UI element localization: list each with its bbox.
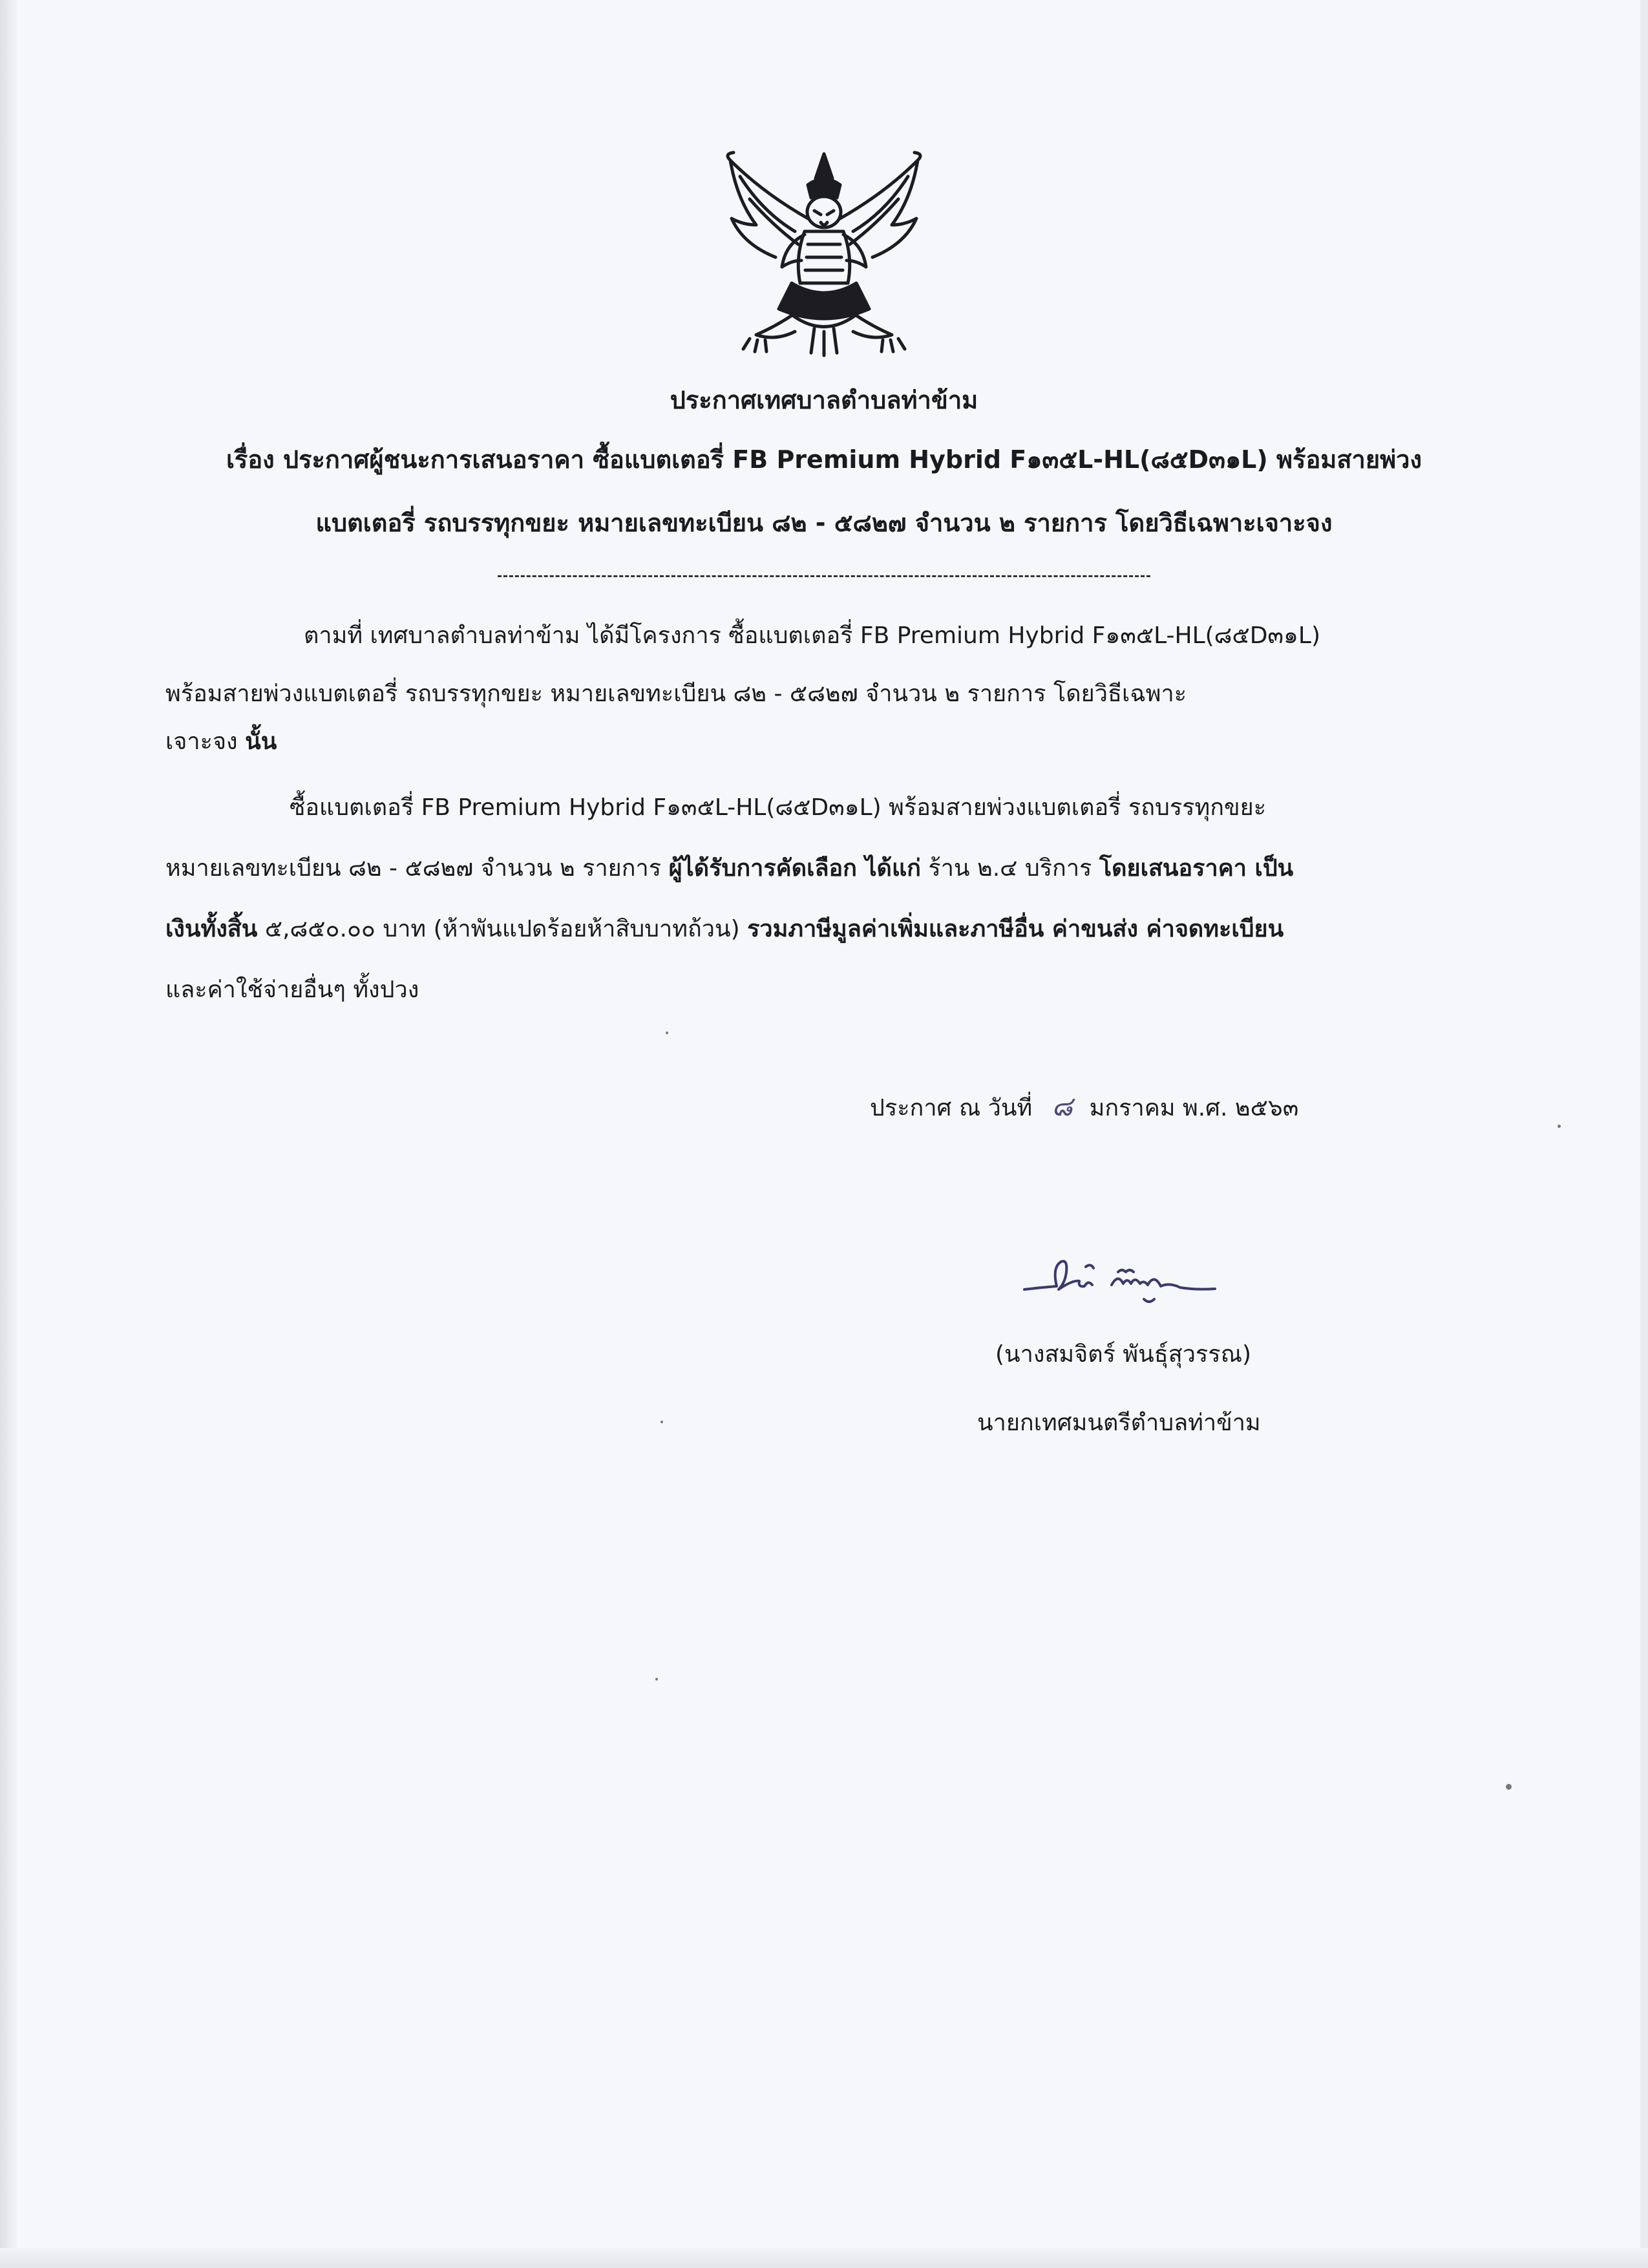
para1-text-a: ตามที่ เทศบาลตำบลท่าข้าม <box>304 622 587 649</box>
date-prefix: ประกาศ ณ วันที่ <box>870 1095 1033 1121</box>
para1-text-c: เจาะจง <box>165 728 246 755</box>
para2-text-a: หมายเลขทะเบียน ๘๒ - ๕๘๒๗ จำนวน ๒ รายการ <box>165 855 669 882</box>
announcement-title: ประกาศเทศบาลตำบลท่าข้าม <box>670 386 978 414</box>
paragraph-2-line-3 <box>165 915 1284 944</box>
para2-text-g: รวมภาษีมูลค่าเพิ่มและภาษีอื่น ค่าขนส่ง ค่าจดทะเบียน <box>747 916 1284 942</box>
subject-line-1: เรื่อง ประกาศผู้ชนะการเสนอราคา ซื้อแบตเตอรี่ FB Premium Hybrid F๑๓๕L-HL(๘๕D๓๑L) พร้อมสายพ่วง <box>226 445 1422 474</box>
paragraph-2-line-4: และค่าใช้จ่ายอื่นๆ ทั้งปวง <box>165 977 419 1003</box>
paragraph-1-line-3 <box>165 728 277 756</box>
scan-speck <box>1506 1784 1512 1790</box>
scan-speck <box>1558 1125 1561 1128</box>
date-day-handwritten: ๘ <box>1051 1090 1073 1122</box>
scan-edge-left <box>0 0 17 2268</box>
title-divider <box>498 575 1150 577</box>
scan-edge-bottom <box>0 2248 1648 2268</box>
para2-text-e: เงินทั้งสิ้น <box>165 916 258 942</box>
announcement-date <box>870 1092 1298 1123</box>
para1-text-d: นั้น <box>245 728 277 755</box>
signer-title: นายกเทศมนตรีตำบลท่าข้าม <box>977 1410 1261 1436</box>
scan-speck <box>655 1678 658 1680</box>
paragraph-2-line-2 <box>165 854 1293 883</box>
paragraph-1-line-1 <box>304 622 1320 650</box>
paragraph-1-line-2: พร้อมสายพ่วงแบตเตอรี่ รถบรรทุกขยะ หมายเลขทะเบียน ๘๒ - ๕๘๒๗ จำนวน ๒ รายการ โดยวิธีเฉพาะ <box>165 681 1187 707</box>
signer-name: (นางสมจิตร์ พันธุ์สุวรรณ) <box>995 1341 1252 1368</box>
handwritten-signature-icon <box>1021 1254 1234 1312</box>
para1-text-b: ได้มีโครงการ ซื้อแบตเตอรี่ FB Premium Hybrid F๑๓๕L-HL(๘๕D๓๑L) <box>587 622 1320 649</box>
paragraph-2-line-1: ซื้อแบตเตอรี่ FB Premium Hybrid F๑๓๕L-HL(๘๕D๓๑L) พร้อมสายพ่วงแบตเตอรี่ รถบรรทุกขยะ <box>290 794 1267 821</box>
subject-line-2: แบตเตอรี่ รถบรรทุกขยะ หมายเลขทะเบียน ๘๒ - ๕๘๒๗ จำนวน ๒ รายการ โดยวิธีเฉพาะเจาะจง <box>315 509 1333 537</box>
scan-speck <box>666 1032 668 1034</box>
para2-text-f: ๕,๘๕๐.๐๐ บาท (ห้าพันแปดร้อยห้าสิบบาทถ้วน) <box>257 916 748 942</box>
para2-text-b: ผู้ได้รับการคัดเลือก ได้แก่ <box>668 855 921 882</box>
para2-text-c: ร้าน ๒.๔ บริการ <box>920 855 1099 882</box>
garuda-emblem-icon <box>717 147 931 361</box>
scan-edge-right <box>1640 0 1648 2268</box>
date-rest: มกราคม พ.ศ. ๒๕๖๓ <box>1089 1095 1299 1121</box>
scan-speck <box>660 1421 663 1423</box>
para2-text-d: โดยเสนอราคา เป็น <box>1099 855 1294 882</box>
